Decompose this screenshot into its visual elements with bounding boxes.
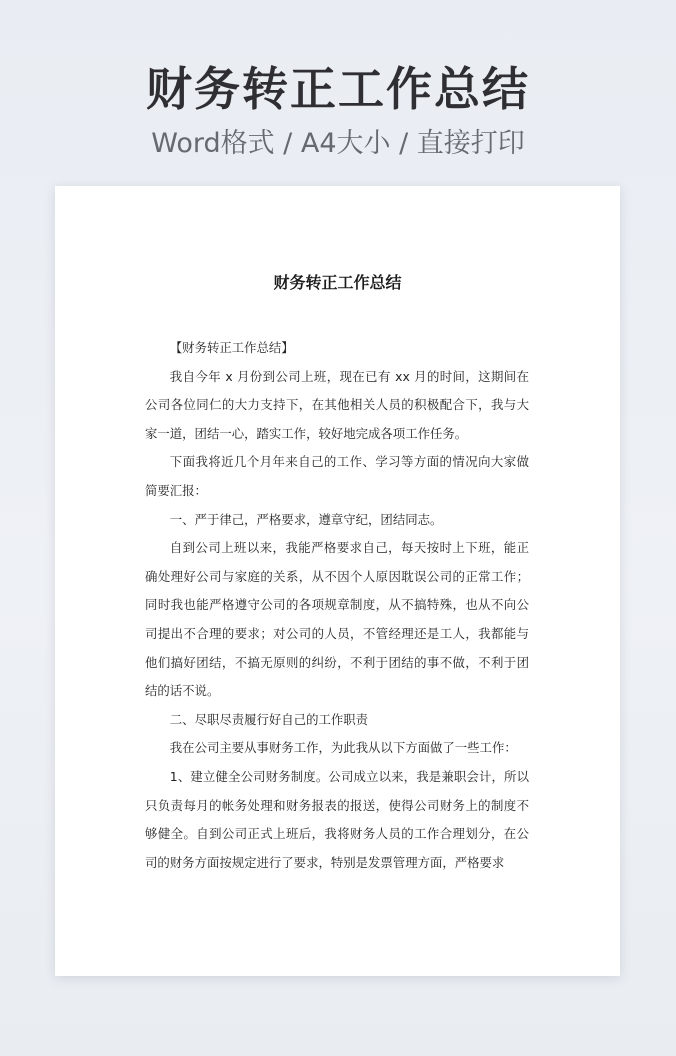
- doc-paragraph-intro: 我自今年 x 月份到公司上班，现在已有 xx 月的时间，这期间在公司各位同仁的大力支持下，在其他相关人员的积极配合下，我与大家一道，团结一心，踏实工作，较好地完成各项工作任务。: [145, 368, 529, 441]
- document-body: [145, 334, 529, 877]
- banner-title: 财务转正工作总结: [146, 62, 530, 116]
- banner: [0, 58, 676, 162]
- doc-paragraph-duties: 我在公司主要从事财务工作，为此我从以下方面做了一些工作：: [169, 740, 517, 756]
- doc-paragraph-summary: 下面我将近几个月年来自己的工作、学习等方面的情况向大家做简要汇报：: [145, 454, 529, 498]
- doc-paragraph-discipline: 自到公司上班以来，我能严格要求自己，每天按时上下班，能正确处理好公司与家庭的关系，从不因个人原因耽误公司的正常工作；同时我也能严格遵守公司的各项规章制度，从不搞特殊，也从不向公司提出不合理的要求；对公司的人员，不管经理还是工人，我都能与他们搞好团结，不搞无原则的纠纷，不利于团结的事不做，不利于团结的话不说。: [145, 540, 529, 699]
- document-title: 财务转正工作总结: [273, 273, 402, 292]
- doc-section-heading-1: 一、严于律己，严格要求，遵章守纪，团结同志。: [169, 511, 443, 527]
- banner-subtitle: Word格式 / A4大小 / 直接打印: [151, 128, 525, 159]
- document-page: [55, 186, 620, 976]
- doc-paragraph-heading: 【财务转正工作总结】: [169, 340, 294, 355]
- doc-paragraph-finance-system: 1、建立健全公司财务制度。公司成立以来，我是兼职会计，所以只负责每月的帐务处理和财务报表的报送，使得公司财务上的制度不够健全。自到公司正式上班后，我将财务人员的工作合理划分，在公司的财务方面按规定进行了要求，特别是发票管理方面，严格要求: [145, 768, 529, 870]
- doc-section-heading-2: 二、尽职尽责履行好自己的工作职责: [169, 711, 369, 727]
